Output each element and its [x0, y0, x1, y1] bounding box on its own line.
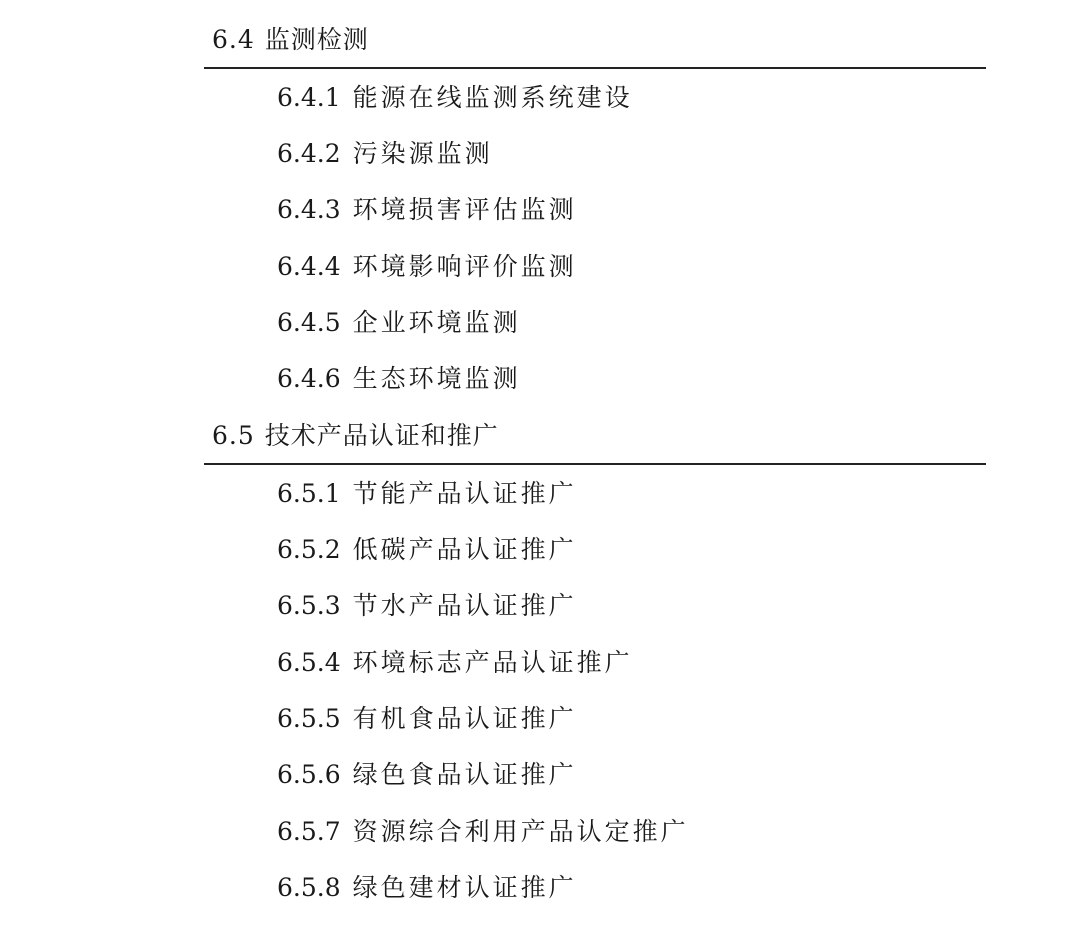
item-number: 6.4.5 [277, 308, 341, 337]
section-number: 6.4 [212, 25, 255, 54]
item-number: 6.4.1 [277, 83, 341, 112]
toc-item-6-4-4 [277, 254, 577, 279]
toc-item-6-4-1 [277, 85, 633, 110]
toc-item-6-5-8 [277, 875, 577, 900]
section-number: 6.5 [212, 421, 255, 450]
item-title: 环境标志产品认证推广 [352, 648, 633, 677]
section-divider [204, 67, 986, 69]
item-number: 6.5.8 [277, 873, 341, 902]
item-title: 有机食品认证推广 [352, 704, 577, 733]
toc-item-6-4-2 [277, 141, 493, 166]
item-number: 6.5.1 [277, 479, 341, 508]
item-title: 环境影响评价监测 [352, 252, 577, 281]
toc-item-6-5-6 [277, 762, 577, 787]
toc-item-6-4-6 [277, 366, 521, 391]
item-title: 环境损害评估监测 [352, 195, 577, 224]
item-number: 6.5.7 [277, 817, 341, 846]
item-number: 6.5.5 [277, 704, 341, 733]
toc-item-6-5-2 [277, 537, 577, 562]
item-number: 6.5.2 [277, 535, 341, 564]
section-title: 技术产品认证和推广 [264, 421, 499, 450]
item-number: 6.4.4 [277, 252, 341, 281]
toc-item-6-5-4 [277, 650, 633, 675]
section-heading-6-4 [212, 27, 369, 52]
item-number: 6.5.3 [277, 591, 341, 620]
item-title: 绿色建材认证推广 [352, 873, 577, 902]
item-title: 低碳产品认证推广 [352, 535, 577, 564]
toc-item-6-4-5 [277, 310, 521, 335]
toc-item-6-5-3 [277, 593, 577, 618]
item-number: 6.5.4 [277, 648, 341, 677]
section-divider [204, 463, 986, 465]
item-number: 6.4.6 [277, 364, 341, 393]
item-title: 资源综合利用产品认定推广 [352, 817, 689, 846]
item-title: 节能产品认证推广 [352, 479, 577, 508]
section-heading-6-5 [212, 423, 499, 448]
item-title: 节水产品认证推广 [352, 591, 577, 620]
toc-item-6-5-5 [277, 706, 577, 731]
item-title: 能源在线监测系统建设 [352, 83, 633, 112]
item-title: 生态环境监测 [352, 364, 521, 393]
item-title: 企业环境监测 [352, 308, 521, 337]
item-number: 6.4.3 [277, 195, 341, 224]
toc-item-6-5-1 [277, 481, 577, 506]
item-title: 绿色食品认证推广 [352, 760, 577, 789]
item-number: 6.5.6 [277, 760, 341, 789]
toc-item-6-4-3 [277, 197, 577, 222]
toc-item-6-5-7 [277, 819, 689, 844]
section-title: 监测检测 [264, 25, 369, 54]
item-title: 污染源监测 [352, 139, 493, 168]
item-number: 6.4.2 [277, 139, 341, 168]
